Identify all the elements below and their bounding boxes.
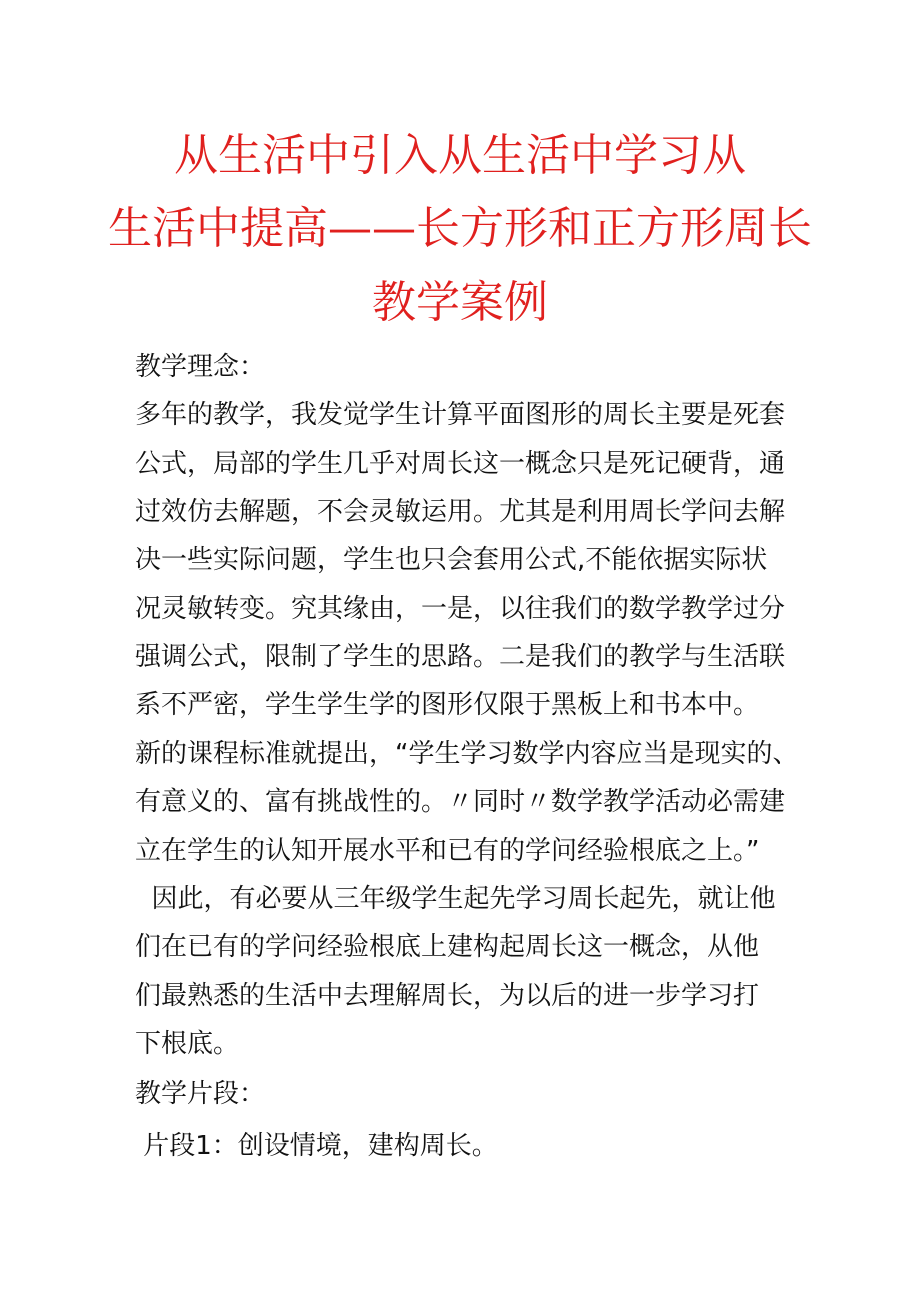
excerpt-heading: 片段1：创设情境，建构周长。 [135, 1131, 498, 1161]
body-text-line: 新的课程标准就提出，“学生学习数学内容应当是现实的、 [135, 739, 799, 769]
body-text-line: 们在已有的学问经验根底上建构起周长这一概念，从他 [135, 932, 760, 962]
body-text-line: 有意义的、富有挑战性的。〃同时〃数学教学活动必需建 [135, 787, 786, 817]
body-text-line: 过效仿去解题，不会灵敏运用。尤其是利用周长学问去解 [135, 497, 786, 527]
section-heading-philosophy: 教学理念： [135, 352, 266, 382]
section-heading-excerpt: 教学片段： [135, 1079, 266, 1109]
title-line-3: 教学案例 [372, 277, 548, 328]
body-text-line: 下根底。 [135, 1029, 240, 1059]
body-text-line: 立在学生的认知开展水平和已有的学问经验根底之上。” [135, 836, 760, 866]
body-text-line: 决一些实际问题，学生也只会套用公式,不能依据实际状 [135, 545, 768, 575]
body-text-line: 系不严密，学生学生学的图形仅限于黑板上和书本中。 [135, 690, 760, 720]
body-text-line: 公式，局部的学生几乎对周长这一概念只是死记硬背，通 [135, 449, 786, 479]
title-line-1: 从生活中引入从生活中学习从 [174, 130, 746, 181]
body-text-line: 因此，有必要从三年级学生起先学习周长起先，就让他 [135, 884, 776, 914]
body-text-line: 们最熟悉的生活中去理解周长，为以后的进一步学习打 [135, 981, 760, 1011]
title-line-2: 生活中提高——长方形和正方形周长 [108, 203, 812, 254]
body-text-line: 强调公式，限制了学生的思路。二是我们的教学与生活联 [135, 642, 786, 672]
body-text-line: 况灵敏转变。究其缘由，一是，以往我们的数学教学过分 [135, 594, 786, 624]
body-text-line: 多年的教学，我发觉学生计算平面图形的周长主要是死套 [135, 400, 786, 430]
